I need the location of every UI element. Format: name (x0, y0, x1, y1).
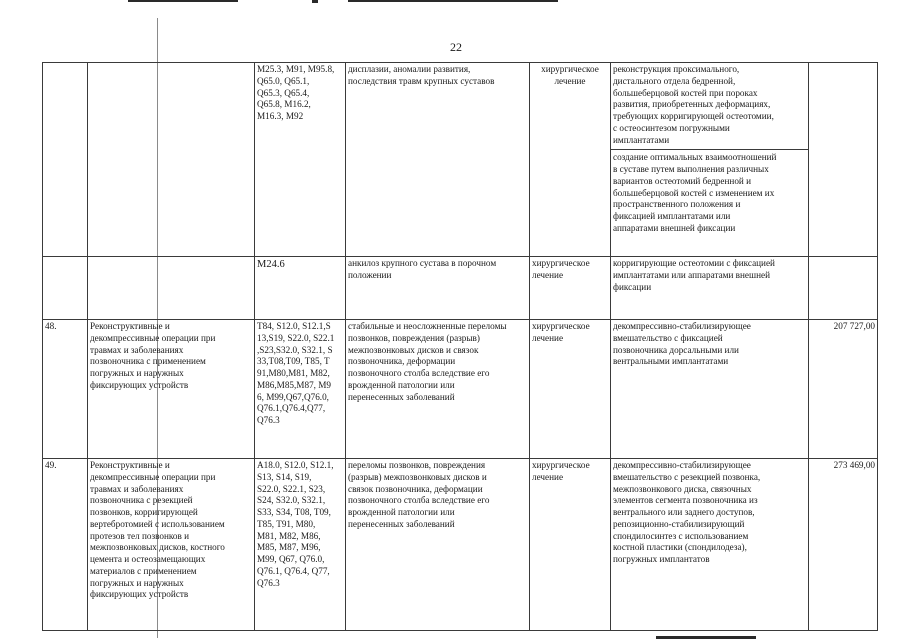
treatment-method-part-a: реконструкция проксимального, дистального отдела бедренной, большеберцовой костей при пороках развития, приобретенных деформациях, требующих корригирующей остеотомии, с остеосинтезом погружными имплантатами (613, 64, 774, 145)
treatment-type: хирургическое лечение (530, 257, 611, 320)
treatment-method-part-b: создание оптимальных взаимоотношений в суставе путем выполнения различных вариантов остеотомий бедренной и большеберцовой костей с изменением их пространственного положения и фиксацией имплантатами или аппаратами внешней фиксации (613, 152, 777, 233)
procedure-name: Реконструктивные и декомпрессивные операции при травмах и заболеваниях позвоночника с резекцией позвонков, корригирующей вертебротомией с использованием протезов тел позвонков и межпозвонковых дисков, костного цемента и остеозамещающих материалов с применением погружных и наружных фиксирующих устройств (88, 459, 255, 631)
cost (809, 63, 878, 257)
row-number (43, 257, 88, 320)
table-row (43, 459, 878, 631)
icd-codes: M25.3, M91, M95.8, Q65.0, Q65.1, Q65.3, Q65.4, Q65.8, M16.2, M16.3, M92 (255, 63, 346, 257)
row-number: 49. (43, 459, 88, 631)
scan-artifact-top-left (128, 0, 238, 2)
page-number: 22 (450, 40, 462, 54)
treatment-method: корригирующие остеотомии с фиксацией имплантатами или аппаратами внешней фиксации (611, 257, 809, 320)
treatment-method: декомпрессивно-стабилизирующее вмешательство с резекцией позвонка, межпозвонкового диска, связочных элементов сегмента позвоночника из вентрального или заднего доступов, репозиционно-стабилизирующий спондилосинтез с использованием костной пластики (спондилодеза), погружных имплантатов (611, 459, 809, 631)
icd-codes: T84, S12.0, S12.1,S 13,S19, S22.0, S22.1 ,S23,S32.0, S32.1, S 33,T08,T09, T85, T 91,M80,M81, M82, M86,M85,M87, M9 6, M99,Q67,Q76.0, Q76.1,Q76.4,Q77, Q76.3 (255, 320, 346, 459)
procedure-name (88, 63, 255, 257)
diagnosis: дисплазии, аномалии развития, последствия травм крупных суставов (346, 63, 530, 257)
procedure-name: Реконструктивные и декомпрессивные операции при травмах и заболеваниях позвоночника с применением погружных и наружных фиксирующих устройств (88, 320, 255, 459)
icd-codes: A18.0, S12.0, S12.1, S13, S14, S19, S22.0, S22.1, S23, S24, S32.0, S32.1, S33, S34, T08, T09, T85, T91, M80, M81, M82, M86, M85, M87, M96, M99, Q67, Q76.0, Q76.1, Q76.4, Q77, Q76.3 (255, 459, 346, 631)
diagnosis: стабильные и неосложненные переломы позвонков, повреждения (разрыв) межпозвонковых дисков и связок позвоночника, деформации позвоночного столба вследствие его врожденной патологии или перенесенных заболеваний (346, 320, 530, 459)
diagnosis: анкилоз крупного сустава в порочном положении (346, 257, 530, 320)
diagnosis: переломы позвонков, повреждения (разрыв) межпозвонковых дисков и связок позвоночника, деформации позвоночного столба вследствие его врожденной патологии или перенесенных заболеваний (346, 459, 530, 631)
treatment-method: декомпрессивно-стабилизирующее вмешательство с фиксацией позвоночника дорсальными или вентральными имплантатами (611, 320, 809, 459)
row-number: 48. (43, 320, 88, 459)
table-row (43, 63, 878, 257)
icd-codes: M24.6 (255, 257, 346, 320)
cost: 207 727,00 (809, 320, 878, 459)
treatment-method (611, 63, 809, 257)
treatment-type: хирургическое лечение (530, 320, 611, 459)
treatment-type: хирургическое лечение (530, 63, 611, 257)
cost: 273 469,00 (809, 459, 878, 631)
procedure-name (88, 257, 255, 320)
table-row (43, 320, 878, 459)
table-row (43, 257, 878, 320)
cost (809, 257, 878, 320)
row-number (43, 63, 88, 257)
scan-artifact-top-dot (312, 0, 318, 3)
scan-artifact-top-center (348, 0, 558, 2)
method-divider (611, 149, 808, 150)
medical-services-table (42, 62, 878, 631)
scan-artifact-bottom-right (656, 636, 756, 639)
treatment-type: хирургическое лечение (530, 459, 611, 631)
